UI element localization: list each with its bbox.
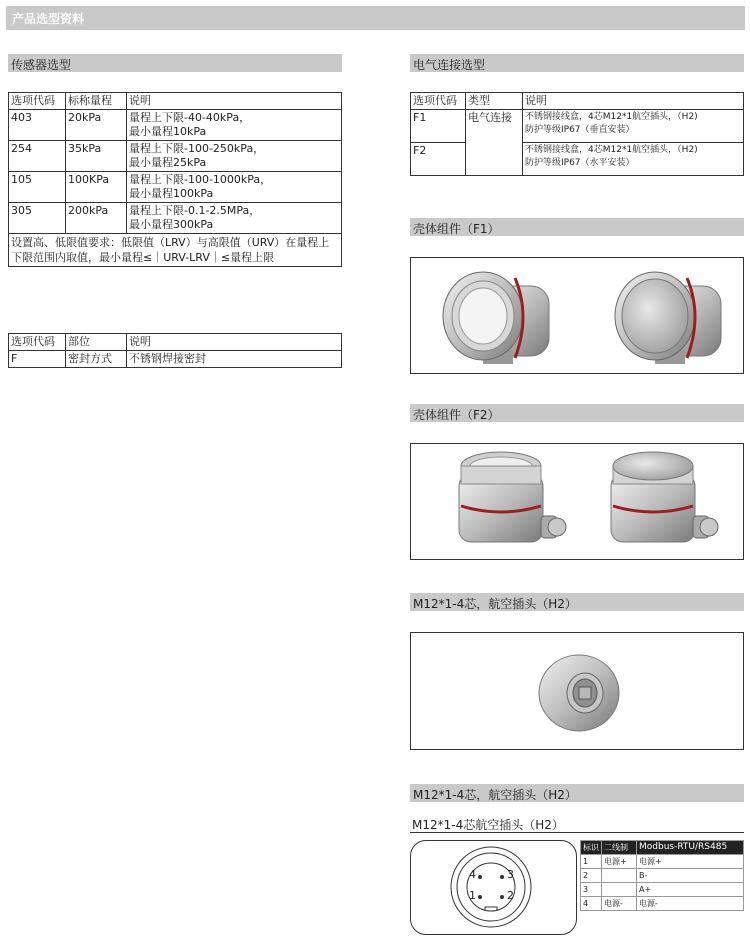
header-code: 选项代码 bbox=[9, 93, 66, 110]
table-header-row bbox=[581, 841, 744, 855]
header-desc: 说明 bbox=[127, 93, 342, 110]
row-desc: 不锈钢焊接密封 bbox=[127, 351, 342, 368]
cell bbox=[602, 883, 637, 897]
row-range: 20kPa bbox=[66, 110, 127, 141]
desc-line: 不锈钢接线盒，4芯M12*1航空插头，（H2) bbox=[525, 112, 698, 122]
row-code: F2 bbox=[411, 143, 466, 176]
table-header-row bbox=[9, 334, 342, 351]
table-row bbox=[581, 897, 744, 911]
cell: B- bbox=[637, 869, 744, 883]
header-code: 选项代码 bbox=[411, 93, 466, 110]
table-row bbox=[9, 141, 342, 172]
cell: 电源- bbox=[602, 897, 637, 911]
sensor-section-title: 传感器选型 bbox=[11, 58, 72, 72]
header-two-wire: 二线制 bbox=[602, 841, 637, 855]
row-desc bbox=[127, 172, 342, 203]
divider bbox=[410, 832, 744, 833]
desc-line: 不锈钢接线盒，4芯M12*1航空插头，（H2) bbox=[525, 145, 698, 155]
pin-label: 1 bbox=[469, 889, 476, 902]
desc-line: 最小量程300kPa bbox=[129, 218, 214, 231]
table-row bbox=[581, 869, 744, 883]
row-range: 35kPa bbox=[66, 141, 127, 172]
housing-f2-header bbox=[410, 404, 744, 422]
desc-line: 量程上下限-0.1-2.5MPa， bbox=[129, 204, 261, 217]
pinout-table bbox=[580, 840, 744, 911]
table-row bbox=[9, 110, 342, 141]
plug-header bbox=[410, 593, 744, 611]
housing-f2-figure bbox=[410, 443, 744, 560]
header-id: 标识 bbox=[581, 841, 602, 855]
note-row bbox=[9, 234, 342, 267]
connector-face-image bbox=[411, 841, 576, 934]
header-type: 类型 bbox=[466, 93, 523, 110]
table-row bbox=[9, 172, 342, 203]
desc-line: 防护等级IP67（水平安装） bbox=[525, 158, 635, 168]
desc-line: 量程上下限-40-40kPa， bbox=[129, 111, 251, 124]
housing-f2-title: 壳体组件（F2） bbox=[413, 408, 500, 422]
housing-f1-title: 壳体组件（F1） bbox=[413, 222, 500, 236]
sensor-section-header bbox=[8, 54, 342, 72]
seal-table bbox=[8, 333, 342, 368]
cell bbox=[602, 869, 637, 883]
header-part: 部位 bbox=[66, 334, 127, 351]
row-range: 100KPa bbox=[66, 172, 127, 203]
row-desc bbox=[523, 110, 744, 143]
electrical-section-header bbox=[410, 54, 744, 72]
row-code: F1 bbox=[411, 110, 466, 143]
row-desc bbox=[127, 141, 342, 172]
header-range: 标称量程 bbox=[66, 93, 127, 110]
header-desc: 说明 bbox=[127, 334, 342, 351]
desc-line: 量程上下限-100-1000kPa， bbox=[129, 173, 272, 186]
desc-line: 防护等级IP67（垂直安装） bbox=[525, 125, 635, 135]
sensor-table bbox=[8, 92, 342, 267]
plug-pinout-title: M12*1-4芯，航空插头（H2） bbox=[413, 788, 577, 802]
plug-figure bbox=[410, 632, 744, 750]
pin-label: 4 bbox=[469, 868, 476, 881]
row-desc bbox=[523, 143, 744, 176]
row-code: F bbox=[9, 351, 66, 368]
plug-pinout-header bbox=[410, 784, 744, 802]
pinout-diagram bbox=[410, 840, 577, 935]
cell: 电源+ bbox=[637, 855, 744, 869]
row-code: 254 bbox=[9, 141, 66, 172]
row-code: 105 bbox=[9, 172, 66, 203]
header-desc: 说明 bbox=[523, 93, 744, 110]
table-row bbox=[9, 351, 342, 368]
housing-f1-image bbox=[411, 258, 743, 373]
housing-f2-image bbox=[411, 444, 743, 559]
cell: A+ bbox=[637, 883, 744, 897]
desc-line: 最小量程100kPa bbox=[129, 187, 214, 200]
row-part: 密封方式 bbox=[66, 351, 127, 368]
desc-line: 最小量程25kPa bbox=[129, 156, 207, 169]
cell: 2 bbox=[581, 869, 602, 883]
table-row bbox=[411, 110, 744, 143]
row-range: 200kPa bbox=[66, 203, 127, 234]
pin-label: 2 bbox=[507, 889, 514, 902]
table-row bbox=[581, 883, 744, 897]
table-header-row bbox=[9, 93, 342, 110]
table-row bbox=[581, 855, 744, 869]
row-desc bbox=[127, 203, 342, 234]
desc-line: 最小量程10kPa bbox=[129, 125, 207, 138]
pin-label: 3 bbox=[507, 868, 514, 881]
page-title: 产品选型资料 bbox=[12, 12, 85, 26]
header-modbus: Modbus-RTU/RS485 bbox=[637, 841, 744, 855]
row-desc bbox=[127, 110, 342, 141]
row-code: 305 bbox=[9, 203, 66, 234]
table-row bbox=[9, 203, 342, 234]
page-header bbox=[6, 6, 745, 30]
desc-line: 量程上下限-100-250kPa， bbox=[129, 142, 265, 155]
electrical-table bbox=[410, 92, 744, 176]
cell: 4 bbox=[581, 897, 602, 911]
cell: 电源+ bbox=[602, 855, 637, 869]
table-row bbox=[411, 143, 744, 176]
plug-image bbox=[411, 633, 743, 749]
table-header-row bbox=[411, 93, 744, 110]
row-type: 电气连接 bbox=[466, 110, 523, 176]
housing-f1-header bbox=[410, 218, 744, 236]
cell: 1 bbox=[581, 855, 602, 869]
plug-title: M12*1-4芯，航空插头（H2） bbox=[413, 597, 577, 611]
range-note: 设置高、低限值要求：低限值（LRV）与高限值（URV）在量程上下限范围内取值，最小量程≤｜URV-LRV｜≤量程上限 bbox=[9, 234, 342, 267]
electrical-section-title: 电气连接选型 bbox=[413, 58, 486, 72]
housing-f1-figure bbox=[410, 257, 744, 374]
cell: 电源- bbox=[637, 897, 744, 911]
row-code: 403 bbox=[9, 110, 66, 141]
header-code: 选项代码 bbox=[9, 334, 66, 351]
pinout-subtitle: M12*1-4芯航空插头（H2） bbox=[412, 818, 564, 832]
cell: 3 bbox=[581, 883, 602, 897]
